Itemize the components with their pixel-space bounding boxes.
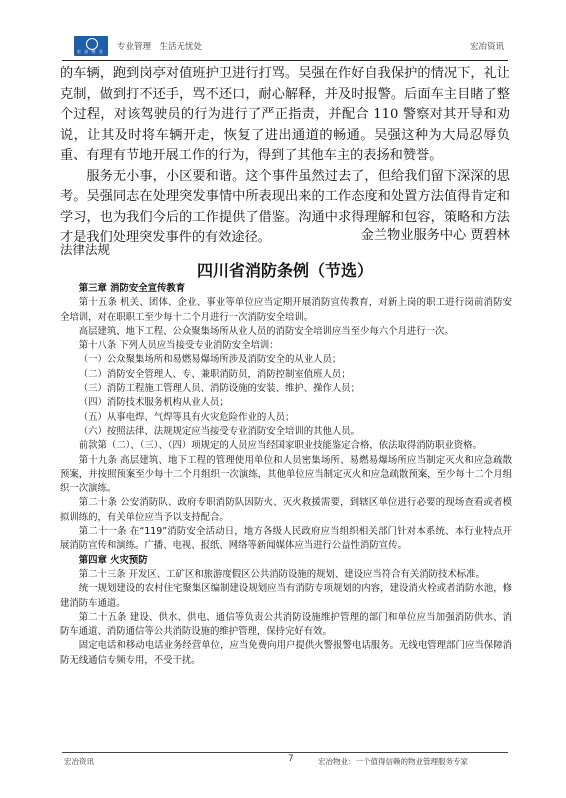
story-paragraph: 服务无小事，小区要和谐。这个事件虽然过去了，但给我们留下深深的思考。吴强同志在处理突发事情中所表现出来的工作态度和处置方法值得肯定和学习，也为我们今后的工作提供了借鉴。沟通中求得理解和包容，策略和方法才是我们处理突发事件的有效途径。 [60,168,510,245]
chapter-heading: 第三章 消防安全宣传教育 [78,283,186,294]
law-article: 前款第（二）、（三）、（四）项规定的人员应当经国家职业技能鉴定合格，依法取得消防职业资格。 [78,440,482,452]
law-article: 高层建筑、地下工程、公众聚集场所从业人员的消防安全培训应当至少每六个月进行一次。 [78,325,454,337]
law-list-item: （二）消防安全管理人、专、兼职消防员，消防控制室值班人员； [78,368,351,380]
footer-tagline: 宏冶物业：一个值得信赖的物业管理服务专家 [318,757,468,766]
page-number: 7 [288,754,294,764]
company-logo [74,36,108,56]
law-list-item: （四）消防技术服务机构从业人员； [78,397,229,409]
story-section [60,64,510,249]
footer-divider [62,752,508,753]
law-article: 统一规划建设的农村住宅聚集区编制建设规划应当有消防专项规划的内容，建设消火栓或者消防水池，修建消防车通道。 [60,583,512,609]
law-article: 第二十一条 在“119”消防安全活动日，地方各级人民政府应当组织相关部门针对本系统、本行业特点开展消防宣传和演练。广播、电视、报纸、网络等新闻媒体应当进行公益性消防宣传。 [60,526,512,552]
law-article: 第二十三条 开发区、工矿区和旅游度假区公共消防设施的规划、建设应当符合有关消防技术标准。 [78,568,485,580]
chapter-heading: 第四章 火灾预防 [78,554,148,566]
logo-text: 宏 冶 物 业 [77,49,104,54]
law-list-item: （一）公众聚集场所和易燃易爆场所涉及消防安全的从业人员； [78,354,342,366]
law-excerpt [60,282,512,668]
law-list-item: （五）从事电焊、气焊等具有火灾危险作业的人员； [78,411,295,423]
law-article: 第十九条 高层建筑、地下工程的管理使用单位和人员密集场所、易燃易爆场所应当制定灭火和应急疏散预案，并按照预案至少每十二个月组织一次演练，其他单位应当制定灭火和应急疏散预案，至少每十二个月组织一次演练。 [60,454,512,495]
law-article: 第二十五条 建设、供水、供电、通信等负责公共消防设施维护管理的部门和单位应当加强消防供水、消防车通道、消防通信等公共消防设施的维护管理，保持完好有效。 [60,611,512,638]
law-list-item: （三）消防工程施工管理人员、消防设施的安装、维护、操作人员； [78,383,361,395]
law-article: 第十八条 下列人员应当接受专业消防安全培训： [78,340,279,352]
story-paragraph: 的车辆，跑到岗亭对值班护卫进行打骂。吴强在作好自我保护的情况下，礼让克制，做到打不还手，骂不还口，耐心解释，并及时报警。后面车主目睹了整个过程，对该驾驶员的行为进行了严正指责，并配合 110 警察对其开导和劝说，让其及时将车辆开走，恢复了进出通道的畅通。吴强这种为大局忍辱负重、有理有节地开展工作的行为，得到了其他车主的表扬和赞誉。 [60,66,510,163]
header-brand: 宏冶资讯 [469,42,504,52]
law-article: 第十五条 机关、团体、企业、事业等单位应当定期开展消防宣传教育，对新上岗的职工进行岗前消防安全培训，对在职职工至少每十二个月进行一次消防安全培训。 [60,297,512,323]
page-header [62,30,508,60]
law-article: 第二十条 公安消防队、政府专职消防队因防火、灭火救援需要，到辖区单位进行必要的现场查看或者模拟训练的，有关单位应当予以支持配合。 [60,497,512,523]
section-category: 法律法规 [60,242,111,257]
header-slogan: 专业管理 生活无忧处 [117,42,203,52]
footer-brand: 宏冶资讯 [64,757,94,766]
law-list-item: （六）按照法律、法规规定应当接受专业消防安全培训的其他人员。 [78,425,361,437]
law-article: 固定电话和移动电话业务经营单位，应当免费向用户提供火警报警电话服务。无线电管理部门应当保障消防无线通信专频专用，不受干扰。 [60,640,512,666]
header-divider [62,60,508,61]
story-signature: 金兰物业服务中心 贾碧林 [360,228,510,243]
document-title: 四川省消防条例（节选） [196,261,373,280]
